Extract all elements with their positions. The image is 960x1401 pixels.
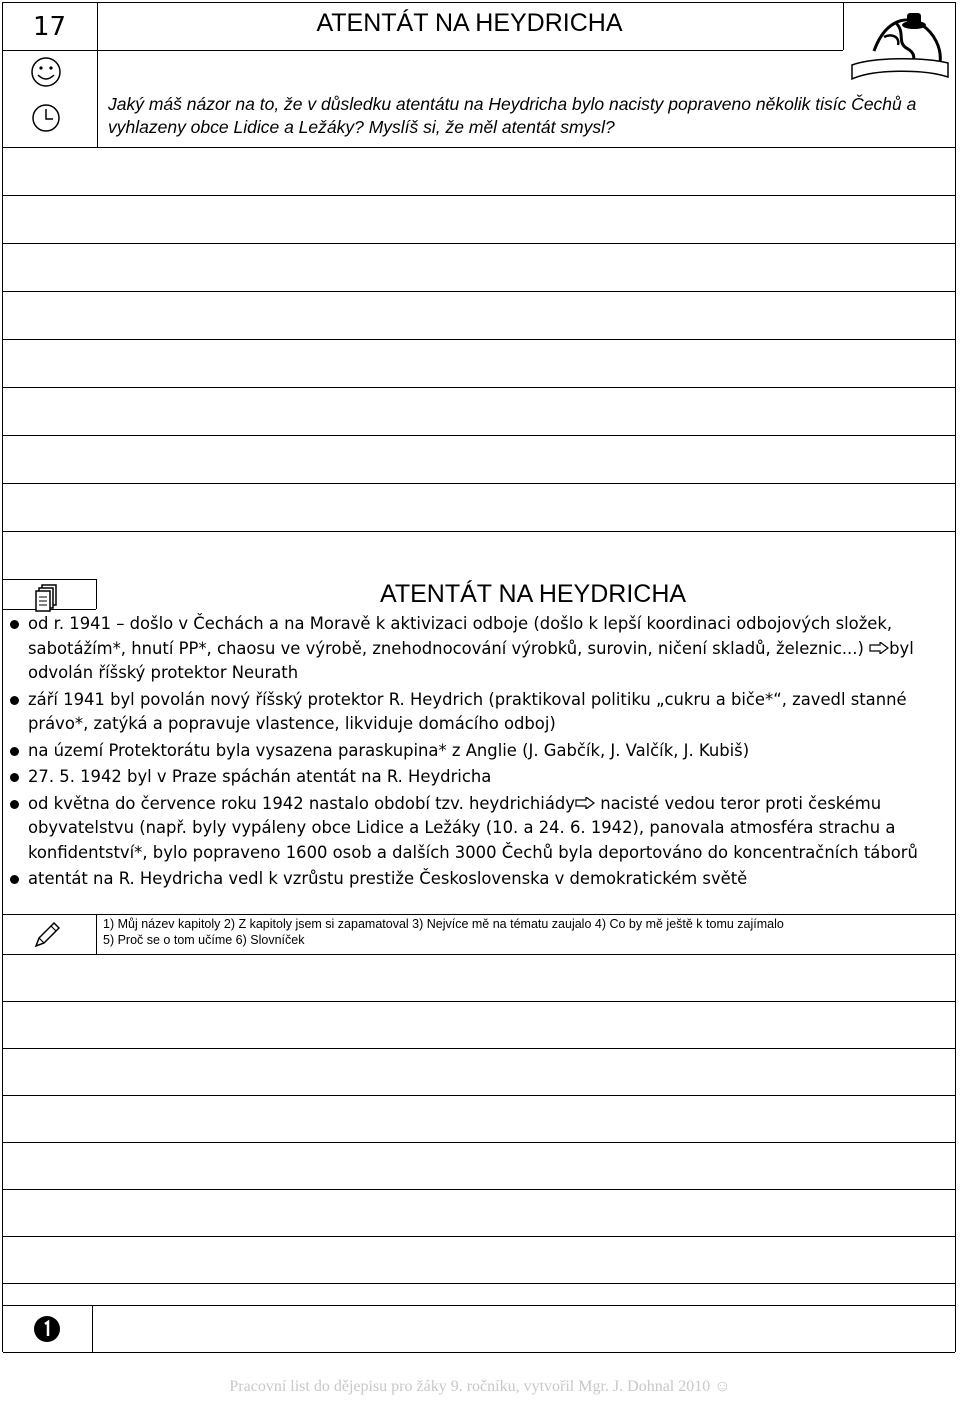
circled-number-one-icon <box>33 1315 61 1347</box>
worksheet-number: 17 <box>32 11 67 42</box>
pencil-icon <box>32 920 62 954</box>
school-logo <box>844 3 954 83</box>
arrow-right-icon <box>869 637 889 662</box>
list-item: od r. 1941 – došlo v Čechách a na Moravě k aktivizaci odboje (došlo k lepší koordinaci odbojových složek, sabotážím*, hnutí PP*, chaosu ve výrobě, znehodnocování výrobků, surovin, ničení skladů, železnic...) byl odvolán říšský protektor Neurath <box>6 612 936 686</box>
footer-credit: Pracovní list do dějepisu pro žáky 9. ročníku, vytvořil Mgr. J. Dohnal 2010 ☺ <box>229 1378 731 1395</box>
clock-icon <box>28 102 64 138</box>
facts-list <box>6 612 936 894</box>
smiley-icon <box>25 56 67 92</box>
arrow-right-icon <box>575 792 595 817</box>
worksheet-title: ATENTÁT NA HEYDRICHA <box>316 8 623 37</box>
section-title: ATENTÁT NA HEYDRICHA <box>380 580 687 608</box>
list-item: 27. 5. 1942 byl v Praze spáchán atentát na R. Heydricha <box>6 765 936 790</box>
list-item: od května do července roku 1942 nastalo období tzv. heydrichiády nacisté vedou teror proti českému obyvatelstvu (např. byly vypáleny obce Lidice a Ležáky (10. a 24. 6. 1942), panovala atmosféra strachu a konfidentství*, bylo popraveno 1600 osob a dalších 3000 Čechů byla deportováno do koncentračních táborů <box>6 792 936 866</box>
list-item: na území Protektorátu byla vysazena paraskupina* z Anglie (J. Gabčík, J. Valčík, J. Kubiš) <box>6 739 936 764</box>
reflection-question: Jaký máš názor na to, že v důsledku atentátu na Heydricha bylo nacisty popraveno několik tisíc Čechů a vyhlazeny obce Lidice a Ležáky? Myslíš si, že měl atentát smysl? <box>108 94 917 137</box>
list-item: září 1941 byl povolán nový říšský protektor R. Heydrich (praktikoval politiku „cukru a biče*“, zavedl stanné právo*, zatýká a popravuje vlastence, likviduje domácího odboj) <box>6 688 936 737</box>
list-item: atentát na R. Heydricha vedl k vzrůstu prestiže Československa v demokratickém světě <box>6 867 936 892</box>
notes-prompts: 1) Můj název kapitoly 2) Z kapitoly jsem si zapamatoval 3) Nejvíce mě na tématu zaujalo 4) Co by mě ještě k tomu zajímalo 5) Proč se o tom učíme 6) Slovníček <box>103 917 784 947</box>
